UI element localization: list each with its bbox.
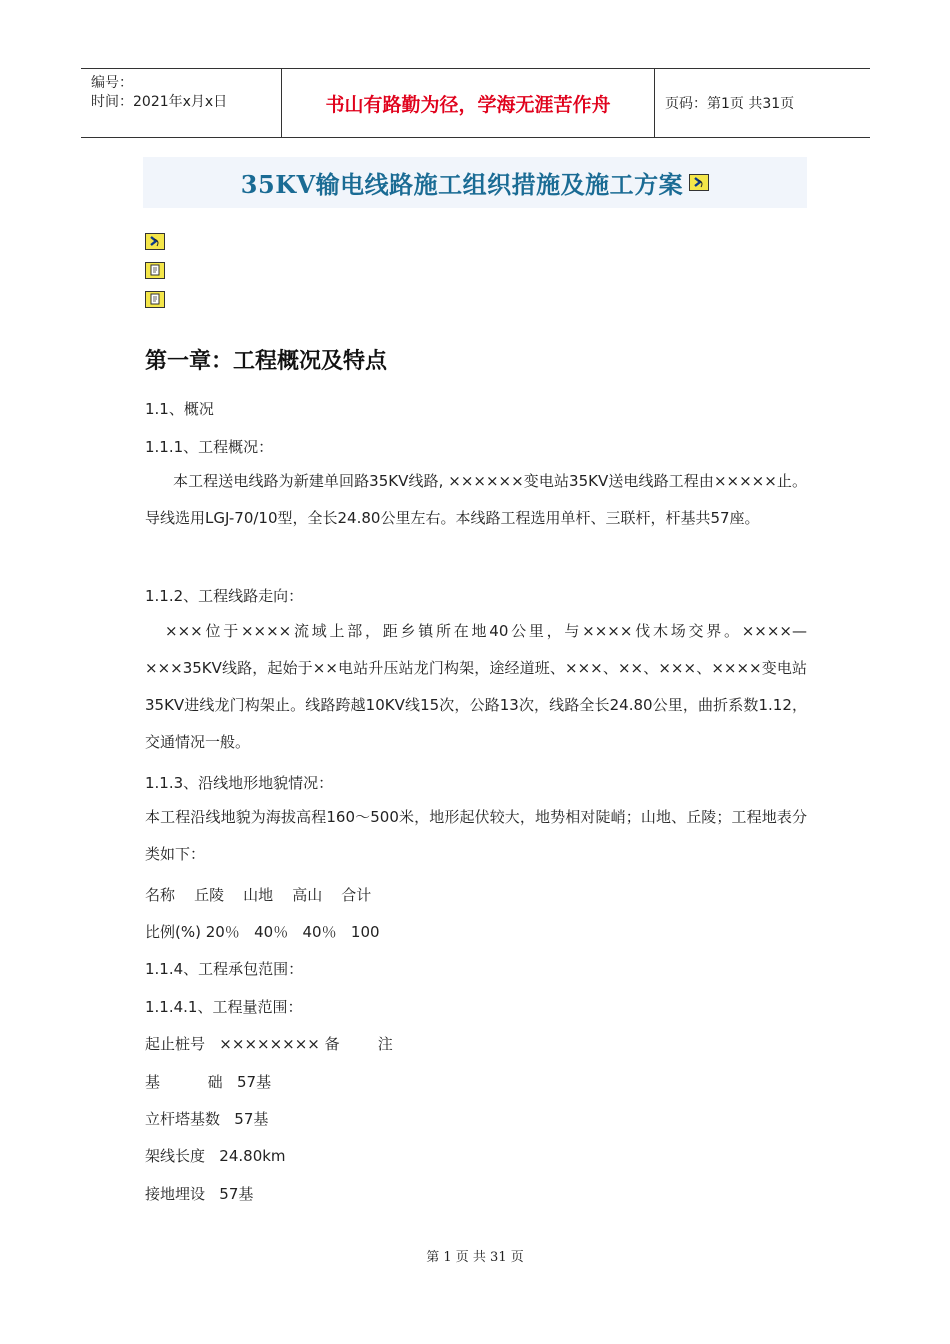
- terrain-ratio-row: 比例(%) 20％ 40％ 40％ 100: [145, 923, 380, 941]
- motto-text: 书山有路勤为径，学海无涯苦作舟: [325, 93, 611, 116]
- quantity-foundation-row: 基 础 57基: [145, 1073, 272, 1091]
- section-1-1-1: 1.1.1、工程概况：: [145, 438, 274, 456]
- title-banner: [143, 157, 807, 208]
- quantity-length-row: 架线长度 24.80km: [145, 1147, 286, 1165]
- page-header: [81, 68, 870, 138]
- document-title: 35KV输电线路施工组织措施及施工方案: [240, 170, 684, 199]
- section-1-1-3: 1.1.3、沿线地形地貌情况：: [145, 774, 334, 792]
- header-motto-cell: [281, 69, 655, 137]
- document-icon[interactable]: [145, 291, 165, 308]
- icon-row-2: [145, 260, 165, 279]
- attachment-icon[interactable]: [145, 233, 165, 250]
- section-1-1: 1.1、概况: [145, 400, 214, 418]
- page-number-label: 页码：第1页 共31页: [665, 96, 795, 112]
- quantity-ground-row: 接地埋设 57基: [145, 1185, 254, 1203]
- quantity-towers-row: 立杆塔基数 57基: [145, 1110, 269, 1128]
- paragraph-overview: 本工程送电线路为新建单回路35KV线路, ××××××变电站35KV送电线路工程由×××××止。导线选用LGJ-70/10型，全长24.80公里左右。本线路工程选用单杆、三联杆，杆基共57座。: [145, 472, 807, 527]
- number-label: 编号：: [91, 75, 133, 91]
- section-1-1-4: 1.1.4、工程承包范围：: [145, 960, 304, 978]
- attachment-icon[interactable]: [689, 174, 709, 191]
- paragraph-terrain: 本工程沿线地貌为海拔高程160～500米，地形起伏较大，地势相对陡峭；山地、丘陵；工程地表分类如下：: [145, 808, 807, 863]
- terrain-names-row: 名称 丘陵 山地 高山 合计: [145, 886, 372, 904]
- header-info-cell: [81, 69, 281, 137]
- chapter-heading: 第一章：工程概况及特点: [145, 349, 388, 374]
- time-label: 时间：2021年x月x日: [91, 94, 228, 110]
- paragraph-route: ×××位于××××流域上部，距乡镇所在地40公里，与××××伐木场交界。××××—×××35KV线路，起始于××电站升压站龙门构架，途经道班、×××、××、×××、××××变电站35KV进线龙门构架止。线路跨越10KV线15次，公路13次，线路全长24.80公里，曲折系数1.12，交通情况一般。: [145, 622, 807, 751]
- section-1-1-4-1: 1.1.4.1、工程量范围：: [145, 998, 303, 1016]
- page-footer: 第 1 页 共 31 页: [426, 1250, 524, 1265]
- header-page-cell: [655, 69, 880, 137]
- icon-row-1: [145, 231, 165, 250]
- quantity-header-row: 起止桩号 ×××××××× 备 注: [145, 1035, 393, 1053]
- section-1-1-2: 1.1.2、工程线路走向：: [145, 587, 304, 605]
- icon-row-3: [145, 289, 165, 308]
- document-icon[interactable]: [145, 262, 165, 279]
